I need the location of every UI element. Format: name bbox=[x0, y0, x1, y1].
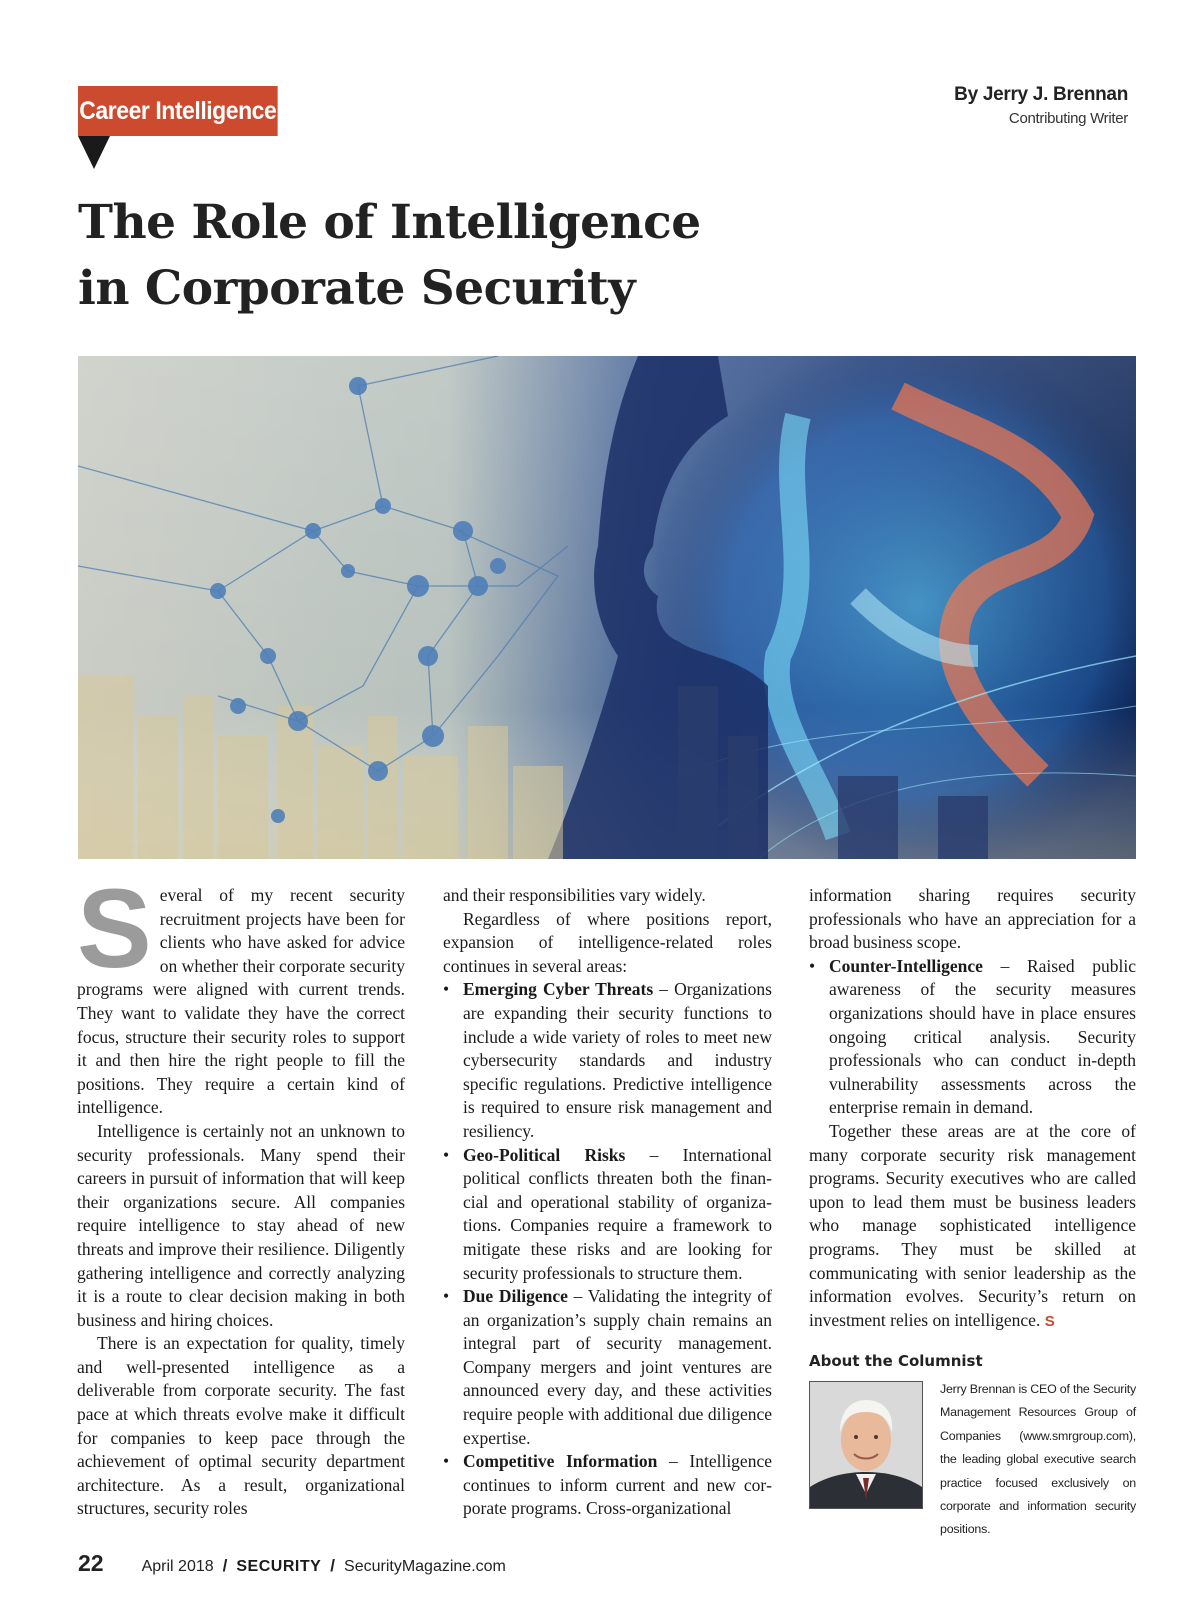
section-tag: Career Intelligence bbox=[78, 86, 278, 136]
list-item-text: – Organizations are expanding their security functions to include a wide variety of roles to meet new cybersecurity standards and industry specific regulations. Predictive intelligence is required to ensure risk management and resiliency. bbox=[463, 979, 772, 1141]
magazine-website: SecurityMagazine.com bbox=[344, 1558, 506, 1575]
list-item-term: Competitive Information bbox=[463, 1451, 658, 1472]
paragraph: everal of my recent security recruitment projects have been for clients who have asked for advice on whether their corporate security programs were aligned with current trends. They want to validate they have the correct focus, structure their security roles to support it and then hire the right people to fill the positions. They require a certain kind of intelligence. bbox=[77, 885, 405, 1118]
magazine-name: SECURITY bbox=[236, 1558, 322, 1575]
list-item bbox=[809, 955, 1136, 1120]
paragraph: There is an expectation for quality, timely and well-presented intelligence as a deliverable from corporate security. The fast pace at which threats evolve make it difficult for companies to keep pace through the achievement of optimal security department architecture. As a result, organizational structures, security roles bbox=[77, 1333, 405, 1519]
headline-line-2: in Corporate Security bbox=[78, 261, 636, 316]
paragraph bbox=[809, 1120, 1136, 1333]
columnist-bio: Jerry Brennan is CEO of the Security Management Resources Group of Companies (www.smrgroup.com), the leading global executive search practice focused exclusively on corporate and information security positions. bbox=[940, 1382, 1136, 1537]
footer-separator: / bbox=[222, 1556, 228, 1575]
article-column-3 bbox=[809, 884, 1136, 1333]
paragraph: information sharing requires security professionals who have an appreciation for a broad business scope. bbox=[809, 885, 1136, 953]
list-item-text: – Raised public awareness of the security measures organizations should have in place ensures ongoing critical analysis. Security professionals who can conduct in-depth vulnerability assessments across the enterprise remain in demand. bbox=[829, 955, 1136, 1118]
author-role: Contributing Writer bbox=[1008, 110, 1128, 127]
list-item-text: – International political conflicts threaten both the financial and operational stability of organizations. Companies require a framework to mitigate these risks and are looking for security professionals to structure them. bbox=[463, 1144, 772, 1283]
bullet-list bbox=[443, 978, 772, 1521]
list-item bbox=[443, 1144, 772, 1286]
list-item bbox=[443, 978, 772, 1143]
paragraph: and their responsibilities vary widely. bbox=[443, 885, 706, 905]
byline bbox=[954, 84, 1128, 127]
bullet-list bbox=[809, 955, 1136, 1120]
list-item-text: – Validating the integrity of an organization’s supply chain remains an integral part of security management. Company mergers and joint ventures are announced every day, and these activities require people with additional due diligence expertise. bbox=[463, 1286, 772, 1448]
dropcap: S bbox=[77, 866, 152, 991]
paragraph: Intelligence is certainly not an unknown to security professionals. Many spend their careers in pursuit of information that will keep their organizations secure. All companies require intelligence to stay ahead of new threats and improve their resilience. Diligently gathering intelligence and correctly analyzing it is a route to clear decision making in both business and hiring choices. bbox=[77, 1120, 405, 1330]
list-item-term: Geo-Political Risks bbox=[463, 1144, 626, 1165]
list-item-term: Due Diligence bbox=[463, 1286, 568, 1307]
list-item-text: – Intelligence continues to inform current and new corporate programs. Cross-organizational bbox=[463, 1451, 772, 1519]
list-item bbox=[443, 1450, 772, 1521]
headline bbox=[78, 190, 978, 322]
page-number: 22 bbox=[78, 1550, 104, 1576]
headline-line-1: The Role of Intelligence bbox=[78, 195, 701, 250]
list-item bbox=[443, 1285, 772, 1450]
article-column-2 bbox=[443, 884, 772, 1521]
columnist-photo bbox=[809, 1381, 923, 1509]
section-tag-pointer bbox=[78, 136, 110, 169]
paragraph: Regardless of where positions report, expansion of intelligence-related roles continues in several areas: bbox=[443, 908, 772, 976]
about-columnist-title: About the Columnist bbox=[809, 1352, 983, 1370]
end-mark: S bbox=[1044, 1312, 1055, 1330]
footer-separator: / bbox=[330, 1556, 336, 1575]
article-column-1 bbox=[77, 866, 405, 1521]
list-item-term: Emerging Cyber Threats bbox=[463, 979, 654, 1000]
page-footer bbox=[78, 1550, 506, 1580]
issue-date: April 2018 bbox=[141, 1558, 214, 1575]
list-item-term: Counter-Intelligence bbox=[829, 955, 983, 976]
author-name: By Jerry J. Brennan bbox=[954, 84, 1128, 105]
hero-image bbox=[78, 356, 1136, 859]
paragraph-text: Together these areas are at the core of many corporate security risk management programs. Security executives who are called upon to lead them must be business leaders who manage sophisticated intelligence programs. They must be skilled at communicating with senior leadership as the information evolves. Security’s return on investment relies on intelligence. bbox=[809, 1120, 1136, 1330]
